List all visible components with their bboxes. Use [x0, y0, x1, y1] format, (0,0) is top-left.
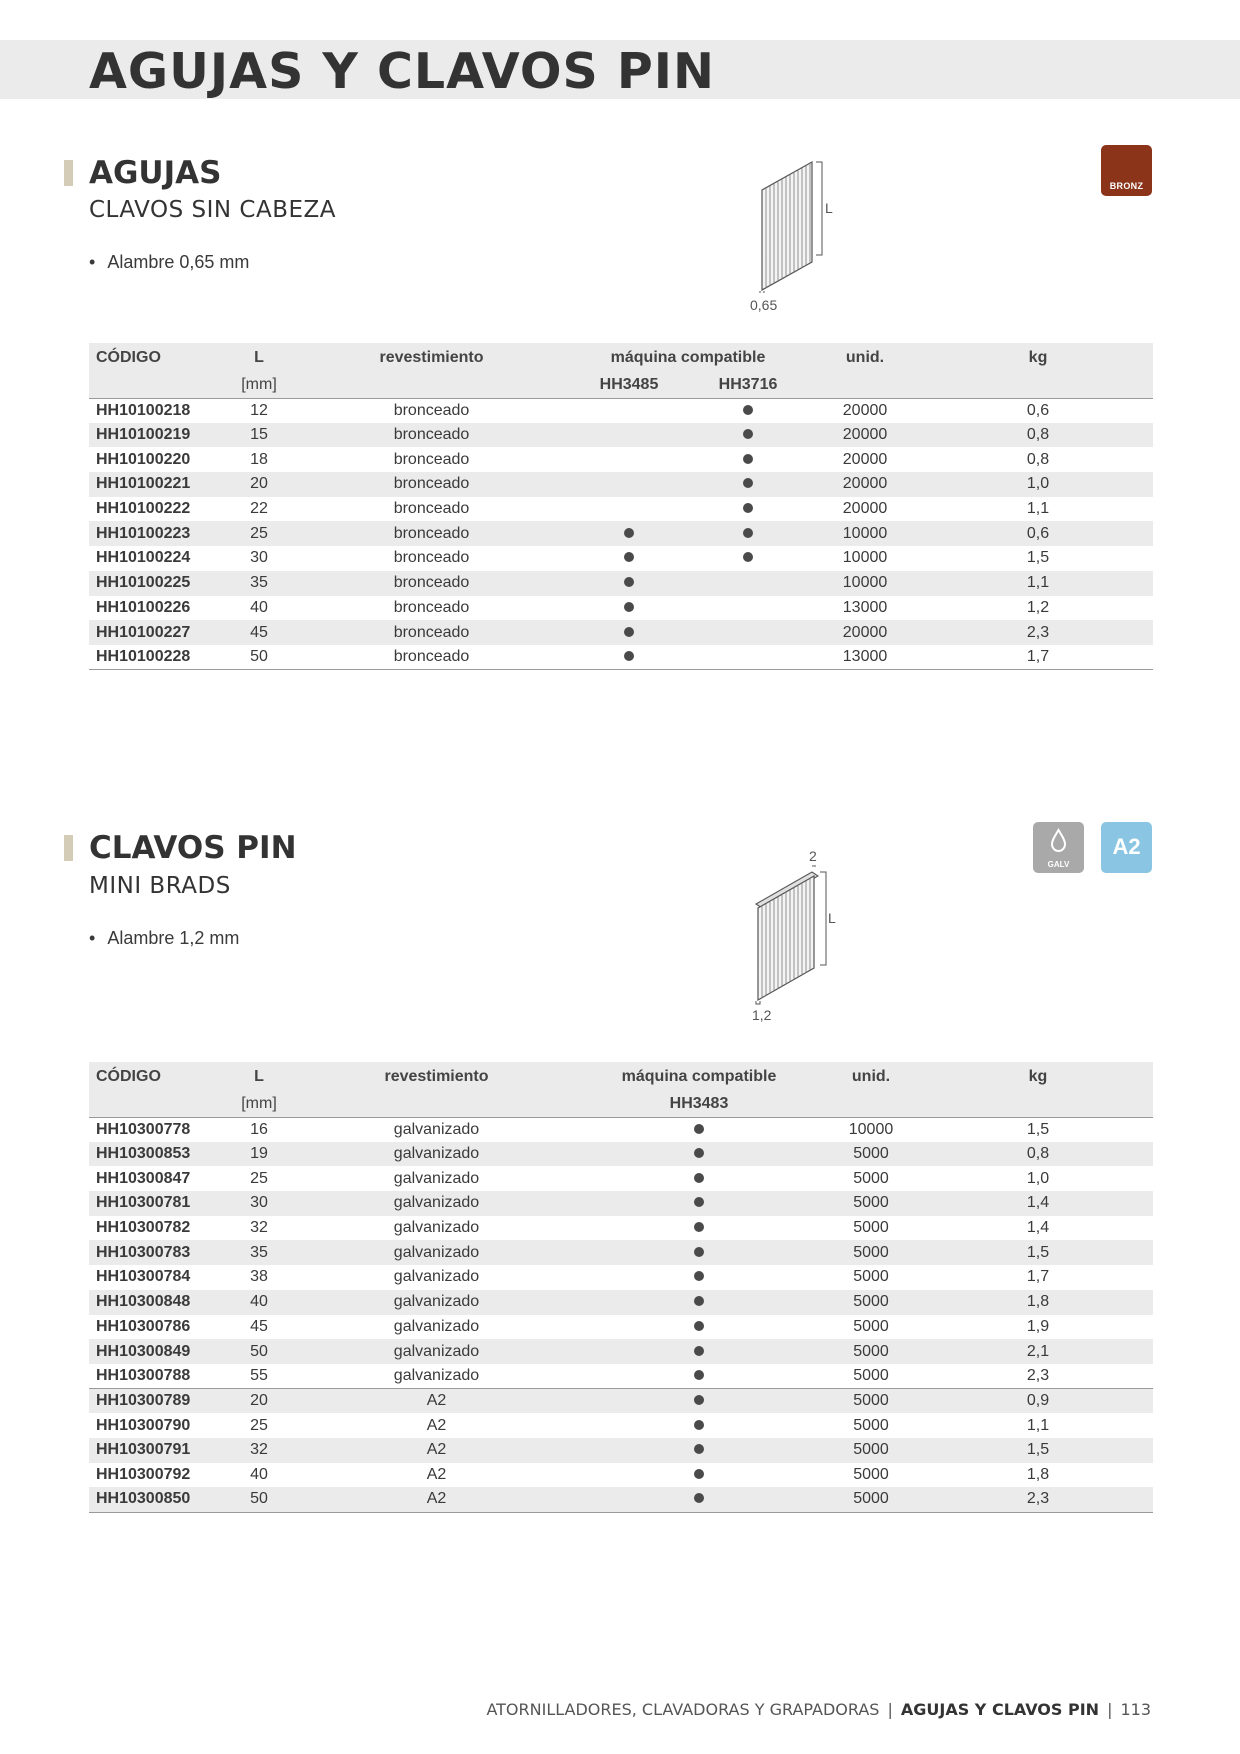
- cell-units: 5000: [853, 1169, 889, 1187]
- cell-units: 20000: [842, 450, 888, 468]
- compatible-dot-icon: [743, 503, 753, 513]
- needle-strip-diagram: [752, 158, 832, 293]
- bronz-badge: [1101, 145, 1152, 196]
- cell-code: HH10100221: [89, 472, 224, 497]
- cell-machine-a: [579, 1389, 819, 1414]
- section-marker: [64, 835, 73, 861]
- cell-length: 32: [250, 1219, 268, 1237]
- cell-units: 5000: [819, 1290, 923, 1315]
- table-row: [89, 1191, 1153, 1216]
- cell-machine-b: [689, 447, 807, 472]
- compatible-dot-icon: [694, 1271, 704, 1281]
- table-row: [89, 398, 1153, 423]
- cell-length: 40: [224, 1290, 294, 1315]
- col-subheader-empty: [819, 1091, 923, 1117]
- cell-kg: 1,4: [1026, 1219, 1050, 1237]
- cell-coating: bronceado: [393, 450, 470, 468]
- cell-kg: 0,8: [1026, 450, 1050, 468]
- col-subheader-empty: [294, 372, 569, 398]
- cell-coating: bronceado: [393, 549, 470, 567]
- cell-machine-b: [689, 423, 807, 448]
- compatible-dot-icon: [624, 627, 634, 637]
- cell-coating: A2: [294, 1487, 579, 1512]
- cell-code: HH10300786: [96, 1317, 191, 1335]
- cell-kg: 1,8: [1026, 1465, 1050, 1483]
- cell-machine-a: [569, 546, 689, 571]
- drop-icon: [1033, 822, 1084, 862]
- spec-bullet-clavos-pin: [89, 927, 239, 949]
- table-row: [89, 472, 1153, 497]
- table-row: [89, 1166, 1153, 1191]
- cell-units: 10000: [807, 571, 923, 596]
- cell-machine-b: [689, 546, 807, 571]
- cell-length: 50: [224, 1487, 294, 1512]
- compatible-dot-icon: [624, 577, 634, 587]
- cell-units: 5000: [819, 1142, 923, 1167]
- cell-kg: 1,5: [1026, 549, 1050, 567]
- cell-kg: 2,1: [923, 1339, 1153, 1364]
- cell-length: 38: [250, 1268, 268, 1286]
- cell-units: 5000: [819, 1487, 923, 1512]
- cell-length: 30: [250, 549, 268, 567]
- page-number: 113: [1120, 1700, 1151, 1719]
- cell-machine-a: [579, 1339, 819, 1364]
- table-row: [89, 1438, 1153, 1463]
- cell-length: 35: [224, 1240, 294, 1265]
- cell-units: 20000: [842, 500, 888, 518]
- cell-coating: bronceado: [393, 500, 470, 518]
- table-row: [89, 1389, 1153, 1414]
- cell-machine-a: [579, 1438, 819, 1463]
- cell-units: 10000: [807, 521, 923, 546]
- table-row: [89, 521, 1153, 546]
- cell-machine-a: [579, 1463, 819, 1488]
- cell-code: HH10300781: [89, 1191, 224, 1216]
- cell-machine-b: [689, 521, 807, 546]
- compatible-dot-icon: [694, 1296, 704, 1306]
- cell-coating: bronceado: [294, 521, 569, 546]
- compatible-dot-icon: [694, 1321, 704, 1331]
- compatible-dot-icon: [743, 454, 753, 464]
- cell-kg: 1,1: [923, 571, 1153, 596]
- cell-kg: 1,9: [1026, 1317, 1050, 1335]
- cell-coating: bronceado: [393, 401, 470, 419]
- cell-kg: 1,0: [1026, 1169, 1050, 1187]
- cell-coating: galvanizado: [393, 1169, 480, 1187]
- col-subheader-empty: [89, 1091, 224, 1117]
- table-row: [89, 497, 1153, 522]
- col-header-machine: máquina compatible: [579, 1062, 819, 1091]
- compatible-dot-icon: [694, 1247, 704, 1257]
- cell-coating: A2: [426, 1416, 447, 1434]
- cell-units: 20000: [807, 423, 923, 448]
- cell-machine-b: [689, 398, 807, 423]
- col-header-kg: kg: [923, 343, 1153, 372]
- cell-kg: 1,7: [923, 645, 1153, 670]
- section-subtitle-agujas: CLAVOS SIN CABEZA: [89, 197, 337, 223]
- bronz-badge-label: BRONZ: [1109, 181, 1144, 191]
- cell-coating: galvanizado: [294, 1142, 579, 1167]
- cell-code: HH10300784: [96, 1268, 191, 1286]
- cell-kg: 1,1: [1026, 1416, 1050, 1434]
- table-row: [89, 1290, 1153, 1315]
- cell-length: 30: [224, 1191, 294, 1216]
- cell-code: HH10100222: [96, 500, 191, 518]
- col-subheader-machine-a: HH3483: [579, 1091, 819, 1117]
- cell-length: 50: [224, 645, 294, 670]
- col-subheader-empty: [89, 372, 224, 398]
- cell-machine-a: [569, 447, 689, 472]
- cell-machine-a: [569, 497, 689, 522]
- cell-code: HH10300848: [89, 1290, 224, 1315]
- spec-bullet-text: Alambre 1,2 mm: [107, 928, 240, 948]
- compatible-dot-icon: [694, 1148, 704, 1158]
- cell-code: HH10100220: [96, 450, 191, 468]
- length-label: L: [825, 200, 833, 216]
- cell-code: HH10300792: [96, 1465, 191, 1483]
- cell-code: HH10300847: [96, 1169, 191, 1187]
- cell-machine-b: [689, 596, 807, 621]
- compatible-dot-icon: [694, 1420, 704, 1430]
- col-subheader-empty: [923, 1091, 1153, 1117]
- cell-machine-a: [579, 1117, 819, 1142]
- cell-kg: 0,8: [923, 1142, 1153, 1167]
- cell-length: 40: [250, 1465, 268, 1483]
- cell-coating: galvanizado: [294, 1240, 579, 1265]
- cell-units: 13000: [842, 598, 888, 616]
- cell-code: HH10100225: [89, 571, 224, 596]
- cell-length: 20: [224, 472, 294, 497]
- cell-machine-b: [689, 645, 807, 670]
- cell-length: 18: [250, 450, 268, 468]
- cell-units: 20000: [807, 472, 923, 497]
- cell-kg: 1,5: [923, 1438, 1153, 1463]
- compatible-dot-icon: [743, 528, 753, 538]
- table-row: [89, 1142, 1153, 1167]
- length-label: L: [828, 910, 836, 926]
- cell-machine-a: [579, 1364, 819, 1389]
- cell-code: HH10300853: [89, 1142, 224, 1167]
- cell-code: HH10300850: [89, 1487, 224, 1512]
- cell-coating: A2: [294, 1389, 579, 1414]
- page-title: AGUJAS Y CLAVOS PIN: [89, 43, 715, 100]
- galv-badge-label: GALV: [1047, 860, 1070, 869]
- compatible-dot-icon: [624, 528, 634, 538]
- cell-machine-a: [579, 1413, 819, 1438]
- col-subheader-unit: [mm]: [224, 372, 294, 398]
- head-label: 2: [809, 848, 817, 864]
- cell-coating: bronceado: [294, 620, 569, 645]
- compatible-dot-icon: [743, 552, 753, 562]
- col-subheader-unit: [mm]: [224, 1091, 294, 1117]
- table-row: [89, 1216, 1153, 1241]
- col-header-kg: kg: [923, 1062, 1153, 1091]
- table-row: [89, 1315, 1153, 1340]
- compatible-dot-icon: [694, 1370, 704, 1380]
- table-row: [89, 1487, 1153, 1512]
- cell-coating: A2: [426, 1465, 447, 1483]
- cell-kg: 1,7: [1026, 1268, 1050, 1286]
- cell-kg: 0,8: [923, 423, 1153, 448]
- col-header-machine: máquina compatible: [569, 343, 807, 372]
- cell-length: 19: [224, 1142, 294, 1167]
- agujas-table: [89, 343, 1153, 670]
- cell-kg: 1,4: [923, 1191, 1153, 1216]
- table-row: [89, 571, 1153, 596]
- cell-units: 5000: [853, 1268, 889, 1286]
- cell-units: 10000: [842, 549, 888, 567]
- cell-code: HH10300778: [96, 1120, 191, 1138]
- table-row: [89, 423, 1153, 448]
- clavos-pin-table-body: [89, 1117, 1153, 1512]
- cell-kg: 0,6: [923, 521, 1153, 546]
- section-marker: [64, 160, 73, 186]
- cell-length: 45: [224, 620, 294, 645]
- cell-code: HH10300791: [89, 1438, 224, 1463]
- cell-length: 32: [224, 1438, 294, 1463]
- cell-machine-a: [569, 645, 689, 670]
- cell-length: 25: [224, 521, 294, 546]
- cell-units: 5000: [853, 1219, 889, 1237]
- compatible-dot-icon: [743, 429, 753, 439]
- cell-coating: bronceado: [294, 571, 569, 596]
- cell-length: 22: [250, 500, 268, 518]
- col-header-length: L: [224, 1062, 294, 1091]
- cell-code: HH10100228: [89, 645, 224, 670]
- table-row: [89, 1117, 1153, 1142]
- cell-units: 20000: [807, 620, 923, 645]
- cell-kg: 1,8: [923, 1290, 1153, 1315]
- col-header-length: L: [224, 343, 294, 372]
- cell-units: 13000: [807, 645, 923, 670]
- agujas-table-body: [89, 398, 1153, 670]
- cell-units: 5000: [819, 1191, 923, 1216]
- cell-machine-a: [579, 1191, 819, 1216]
- galv-badge: [1033, 822, 1084, 873]
- cell-units: 10000: [848, 1120, 894, 1138]
- cell-length: 50: [224, 1339, 294, 1364]
- cell-coating: galvanizado: [393, 1219, 480, 1237]
- table-row: [89, 1265, 1153, 1290]
- cell-kg: 1,2: [1026, 598, 1050, 616]
- cell-coating: galvanizado: [294, 1191, 579, 1216]
- cell-kg: 1,0: [923, 472, 1153, 497]
- cell-units: 5000: [853, 1416, 889, 1434]
- cell-code: HH10100224: [96, 549, 191, 567]
- compatible-dot-icon: [694, 1173, 704, 1183]
- a2-badge: [1101, 822, 1152, 873]
- table-row: [89, 596, 1153, 621]
- cell-code: HH10300849: [89, 1339, 224, 1364]
- cell-machine-a: [569, 521, 689, 546]
- cell-coating: A2: [294, 1438, 579, 1463]
- col-header-code: CÓDIGO: [89, 1062, 224, 1091]
- cell-coating: galvanizado: [393, 1120, 480, 1138]
- cell-kg: 0,6: [1026, 401, 1050, 419]
- col-header-coating: revestimiento: [294, 343, 569, 372]
- cell-machine-a: [569, 398, 689, 423]
- table-row: [89, 1463, 1153, 1488]
- cell-code: HH10100226: [96, 598, 191, 616]
- col-subheader-empty: [807, 372, 923, 398]
- cell-code: HH10300783: [89, 1240, 224, 1265]
- cell-machine-a: [579, 1265, 819, 1290]
- compatible-dot-icon: [694, 1124, 704, 1134]
- cell-kg: 2,3: [923, 1487, 1153, 1512]
- table-row: [89, 1364, 1153, 1389]
- cell-units: 5000: [853, 1317, 889, 1335]
- wire-bracket: [760, 291, 764, 293]
- cell-coating: galvanizado: [393, 1317, 480, 1335]
- table-row: [89, 1240, 1153, 1265]
- cell-units: 5000: [819, 1240, 923, 1265]
- cell-length: 25: [250, 1169, 268, 1187]
- cell-coating: bronceado: [294, 472, 569, 497]
- table-row: [89, 1413, 1153, 1438]
- cell-code: HH10100223: [89, 521, 224, 546]
- section-title-clavos-pin: CLAVOS PIN: [89, 830, 297, 866]
- col-subheader-machine-b: HH3716: [689, 372, 807, 398]
- cell-units: 20000: [842, 401, 888, 419]
- footer-section: AGUJAS Y CLAVOS PIN: [900, 1700, 1100, 1719]
- length-bracket: [820, 872, 826, 965]
- col-subheader-empty: [923, 372, 1153, 398]
- cell-machine-a: [579, 1290, 819, 1315]
- needle-strip-shape: [762, 162, 812, 290]
- compatible-dot-icon: [694, 1346, 704, 1356]
- spec-bullet-text: Alambre 0,65 mm: [107, 252, 250, 272]
- cell-code: HH10300782: [96, 1219, 191, 1237]
- bullet-icon: •: [89, 252, 96, 272]
- cell-length: 25: [250, 1416, 268, 1434]
- cell-machine-b: [689, 472, 807, 497]
- cell-length: 45: [250, 1317, 268, 1335]
- cell-length: 15: [224, 423, 294, 448]
- table-row: [89, 1339, 1153, 1364]
- cell-length: 16: [250, 1120, 268, 1138]
- compatible-dot-icon: [694, 1222, 704, 1232]
- compatible-dot-icon: [624, 651, 634, 661]
- length-bracket: [816, 162, 822, 255]
- cell-machine-a: [569, 596, 689, 621]
- cell-coating: galvanizado: [294, 1290, 579, 1315]
- cell-code: HH10300789: [89, 1389, 224, 1414]
- col-subheader-empty: [294, 1091, 579, 1117]
- cell-coating: bronceado: [393, 598, 470, 616]
- cell-machine-a: [579, 1487, 819, 1512]
- cell-length: 12: [250, 401, 268, 419]
- cell-length: 40: [250, 598, 268, 616]
- table-row: [89, 447, 1153, 472]
- cell-machine-b: [689, 497, 807, 522]
- cell-code: HH10100227: [89, 620, 224, 645]
- cell-machine-b: [689, 571, 807, 596]
- cell-machine-a: [579, 1240, 819, 1265]
- cell-length: 55: [250, 1366, 268, 1384]
- cell-machine-a: [579, 1166, 819, 1191]
- cell-machine-b: [689, 620, 807, 645]
- compatible-dot-icon: [694, 1469, 704, 1479]
- page-footer: [486, 1700, 1151, 1719]
- a2-badge-label: A2: [1112, 834, 1141, 859]
- cell-code: HH10300790: [96, 1416, 191, 1434]
- cell-machine-a: [579, 1142, 819, 1167]
- cell-units: 5000: [819, 1438, 923, 1463]
- compatible-dot-icon: [694, 1493, 704, 1503]
- spec-bullet-agujas: [89, 251, 249, 273]
- col-header-code: CÓDIGO: [89, 343, 224, 372]
- cell-kg: 2,3: [923, 620, 1153, 645]
- cell-code: HH10300788: [96, 1366, 191, 1384]
- footer-category: ATORNILLADORES, CLAVADORAS Y GRAPADORAS: [486, 1700, 880, 1719]
- col-header-units: unid.: [807, 343, 923, 372]
- cell-kg: 1,5: [1026, 1120, 1050, 1138]
- cell-units: 5000: [819, 1389, 923, 1414]
- wire-label: 0,65: [750, 297, 778, 313]
- cell-code: HH10100219: [89, 423, 224, 448]
- compatible-dot-icon: [624, 552, 634, 562]
- cell-coating: galvanizado: [393, 1366, 480, 1384]
- section-subtitle-clavos-pin: MINI BRADS: [89, 873, 231, 899]
- col-header-units: unid.: [819, 1062, 923, 1091]
- footer-separator: |: [1107, 1700, 1113, 1719]
- cell-coating: galvanizado: [393, 1268, 480, 1286]
- wire-label: 1,2: [752, 1007, 772, 1023]
- compatible-dot-icon: [743, 478, 753, 488]
- col-subheader-machine-a: HH3485: [569, 372, 689, 398]
- cell-machine-a: [569, 571, 689, 596]
- cell-machine-a: [569, 472, 689, 497]
- compatible-dot-icon: [743, 405, 753, 415]
- cell-length: 35: [224, 571, 294, 596]
- cell-kg: 0,9: [923, 1389, 1153, 1414]
- cell-coating: galvanizado: [294, 1339, 579, 1364]
- cell-code: HH10100218: [96, 401, 191, 419]
- compatible-dot-icon: [694, 1197, 704, 1207]
- cell-units: 5000: [819, 1339, 923, 1364]
- cell-units: 5000: [853, 1465, 889, 1483]
- brad-strip-diagram: [750, 862, 835, 1007]
- cell-length: 20: [224, 1389, 294, 1414]
- table-row: [89, 620, 1153, 645]
- cell-kg: 1,5: [923, 1240, 1153, 1265]
- wire-bracket: [756, 1001, 760, 1004]
- bullet-icon: •: [89, 928, 96, 948]
- col-header-coating: revestimiento: [294, 1062, 579, 1091]
- cell-machine-a: [579, 1315, 819, 1340]
- cell-machine-a: [579, 1216, 819, 1241]
- footer-separator: |: [887, 1700, 893, 1719]
- cell-units: 5000: [853, 1366, 889, 1384]
- compatible-dot-icon: [624, 602, 634, 612]
- cell-machine-a: [569, 423, 689, 448]
- cell-machine-a: [569, 620, 689, 645]
- table-row: [89, 645, 1153, 670]
- section-title-agujas: AGUJAS: [89, 155, 222, 191]
- compatible-dot-icon: [694, 1395, 704, 1405]
- cell-coating: bronceado: [294, 423, 569, 448]
- brad-strip-shape: [756, 872, 818, 1000]
- cell-kg: 2,3: [1026, 1366, 1050, 1384]
- cell-coating: bronceado: [294, 645, 569, 670]
- compatible-dot-icon: [694, 1444, 704, 1454]
- table-row: [89, 546, 1153, 571]
- cell-kg: 1,1: [1026, 500, 1050, 518]
- clavos-pin-table: [89, 1062, 1153, 1513]
